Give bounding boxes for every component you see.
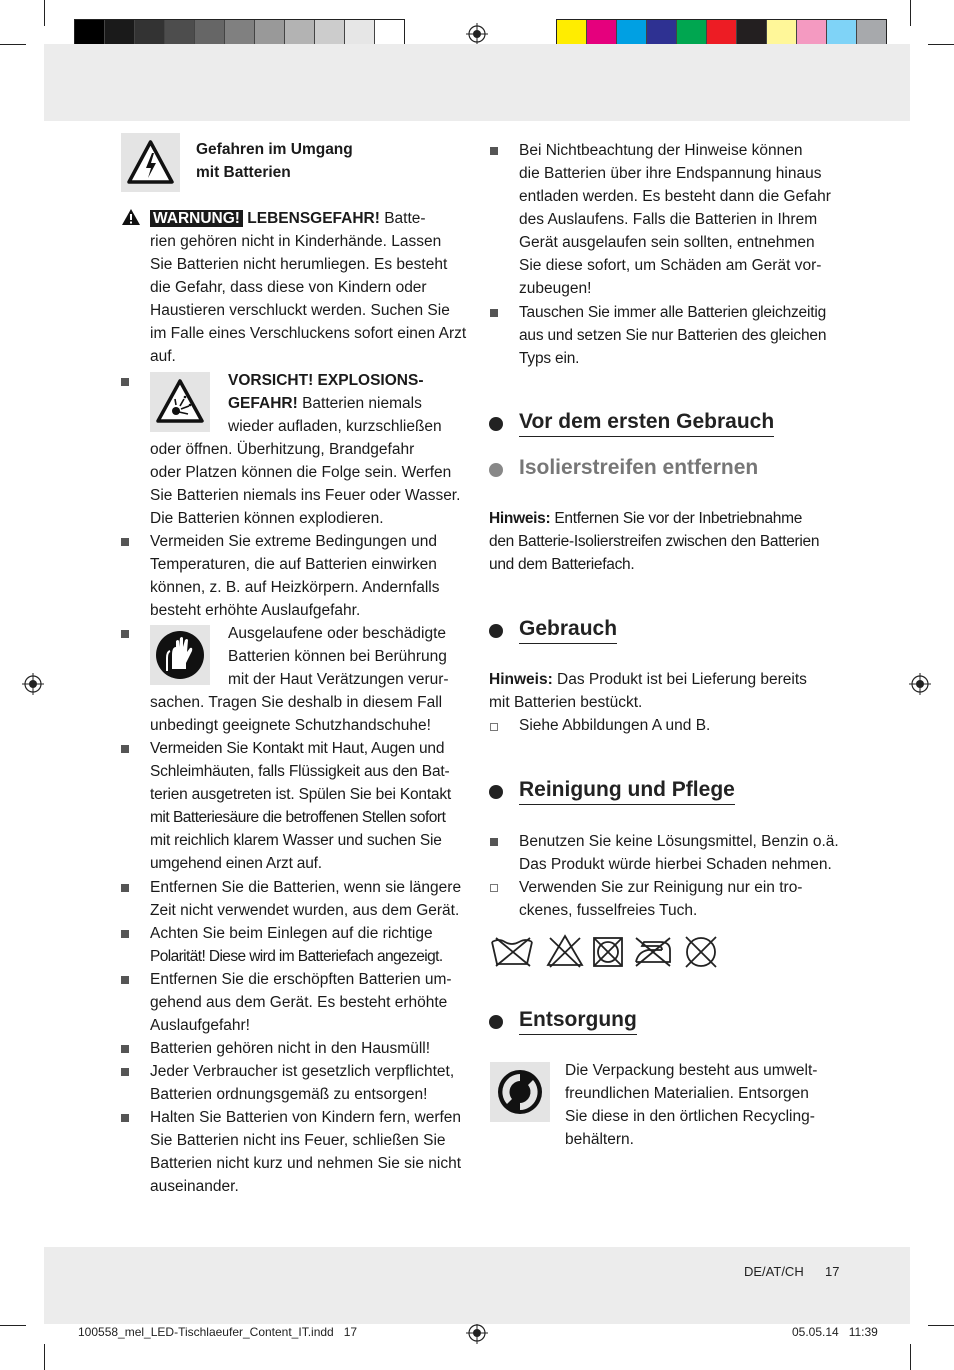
footer-band: [44, 1247, 910, 1324]
no-dry-clean-icon: [682, 935, 720, 969]
no-wash-icon: [490, 936, 534, 968]
page-footer: [744, 1264, 839, 1279]
bullet-marker: [490, 309, 498, 317]
crop-mark: [928, 44, 954, 45]
gloves-paragraph-top: Ausgelaufene oder beschädigte Batterien können bei Berührung mit der Haut Verätzungen verur-: [228, 625, 449, 688]
section-title: Gefahren im Umgang mit Batterien: [196, 141, 353, 181]
heading-dot: [489, 417, 503, 431]
explosion-hazard-icon: [150, 372, 210, 432]
gloves-paragraph: sachen. Tragen Sie deshalb in diesem Fall unbedingt geeignete Schutzhandschuhe!: [150, 694, 443, 734]
heading-dot: [489, 785, 503, 799]
bullet-marker: [121, 1068, 129, 1076]
bullet-marker: [121, 976, 129, 984]
explosion-paragraph-top: VORSICHT! EXPLOSIONS- GEFAHR! Batterien niemals wieder aufladen, kurzschließen: [228, 372, 442, 435]
explosion-paragraph: oder öffnen. Überhitzung, Brandgefahr oder Platzen können die Folge sein. Werfen Sie Batterien niemals ins Feuer oder Wasser. Die Batterien können explodieren.: [150, 441, 461, 527]
use-step: Siehe Abbildungen A und B.: [519, 717, 711, 734]
registration-mark-icon: [22, 673, 44, 695]
list-item: Vermeiden Sie Kontakt mit Haut, Augen und Schleimhäuten, falls Flüssigkeit aus den Bat- terien ausgetreten ist. Spülen Sie bei Kontakt mit Batteriesäure die betroffenen Stellen sofort mit reichlich klarem Wasser und suchen Sie umgehend einen Arzt auf.: [150, 740, 451, 872]
list-item: Vermeiden Sie extreme Bedingungen und Temperaturen, die auf Batterien einwirken können, z. B. auf Heizkörpern. Andernfalls besteht erhöhte Auslaufgefahr.: [150, 533, 440, 619]
bullet-marker: [121, 378, 129, 386]
registration-mark-icon: [909, 673, 931, 695]
list-item: Achten Sie beim Einlegen auf die richtige Polarität! Diese wird im Batteriefach angezeigt.: [150, 925, 443, 965]
list-item: Entfernen Sie die Batterien, wenn sie längere Zeit nicht verwendet wurden, aus dem Gerät.: [150, 879, 462, 919]
heading-dot: [489, 1015, 503, 1029]
no-bleach-icon: [546, 934, 584, 968]
page-number: 17: [824, 1264, 840, 1279]
warning-badge: WARNUNG!: [150, 210, 243, 227]
registration-mark-icon: [466, 23, 488, 45]
warning-paragraph: WARNUNG! LEBENSGEFAHR! Batte- rien gehören nicht in Kinderhände. Lassen Sie Batterien nicht herumliegen. Es besteht die Gefahr, dass diese von Kindern oder Haustieren verschluckt werden. Suchen Sie im Falle eines Verschluckens sofort einen Arzt auf.: [150, 210, 467, 365]
disposal-paragraph: Die Verpackung besteht aus umwelt- freundlichen Materialien. Entsorgen Sie diese in den örtlichen Recycling- behältern.: [565, 1062, 818, 1148]
bullet-marker: [121, 630, 129, 638]
crop-mark: [44, 0, 45, 26]
locale-label: DE/AT/CH: [744, 1264, 804, 1279]
recycling-icon: [490, 1062, 550, 1122]
crop-mark: [928, 1325, 954, 1326]
step-marker: [490, 884, 498, 892]
list-item: Batterien gehören nicht in den Hausmüll!: [150, 1040, 431, 1057]
print-slug-datetime: 05.05.14 11:39: [792, 1325, 878, 1339]
heading-dot: [489, 624, 503, 638]
isolation-note: Hinweis: Entfernen Sie vor der Inbetriebnahme den Batterie-Isolierstreifen zwischen den Batterien und dem Batteriefach.: [489, 510, 820, 573]
list-item: Jeder Verbraucher ist gesetzlich verpflichtet, Batterien ordnungsgemäß zu entsorgen!: [150, 1063, 455, 1103]
bullet-marker: [490, 838, 498, 846]
crop-mark: [0, 1325, 26, 1326]
crop-mark: [0, 44, 26, 45]
protective-gloves-icon: [150, 625, 210, 685]
cleaning-step: Verwenden Sie zur Reinigung nur ein tro- ckenes, fusselfreies Tuch.: [519, 879, 803, 919]
crop-mark: [44, 1344, 45, 1370]
list-item: Halten Sie Batterien von Kindern fern, werfen Sie Batterien nicht ins Feuer, schließen Sie Batterien nicht kurz und nehmen Sie sie nicht auseinander.: [150, 1109, 462, 1195]
warning-triangle-icon: [121, 208, 141, 226]
electric-hazard-icon: [121, 133, 180, 192]
heading-first-use: Vor dem ersten Gebrauch: [519, 410, 774, 437]
heading-isolation: Isolierstreifen entfernen: [519, 456, 759, 479]
no-iron-icon: [632, 936, 674, 968]
crop-mark: [910, 0, 911, 26]
list-item: Tauschen Sie immer alle Batterien gleichzeitig aus und setzen Sie nur Batterien des gleichen Typs ein.: [519, 304, 827, 367]
no-tumble-dry-icon: [592, 936, 624, 968]
registration-mark-icon: [466, 1322, 488, 1344]
step-marker: [490, 723, 498, 731]
bullet-marker: [490, 147, 498, 155]
list-item: Benutzen Sie keine Lösungsmittel, Benzin o.ä. Das Produkt würde hierbei Schaden nehmen.: [519, 833, 839, 873]
print-slug-filename: 100558_mel_LED-Tischlaeufer_Content_IT.indd 17: [78, 1325, 358, 1339]
bullet-marker: [121, 538, 129, 546]
bullet-marker: [121, 1045, 129, 1053]
heading-disposal: Entsorgung: [519, 1008, 637, 1035]
list-item: Bei Nichtbeachtung der Hinweise können die Batterien über ihre Endspannung hinaus entladen werden. Es besteht dann die Gefahr des Auslaufens. Falls die Batterien in Ihrem Gerät ausgelaufen sein sollten, entnehmen Sie diese sofort, um Schäden am Gerät vor- zubeugen!: [519, 142, 831, 297]
heading-cleaning: Reinigung und Pflege: [519, 778, 735, 805]
header-band: [44, 44, 910, 121]
bullet-marker: [121, 930, 129, 938]
bullet-marker: [121, 745, 129, 753]
crop-mark: [910, 1344, 911, 1370]
use-note: Hinweis: Das Produkt ist bei Lieferung bereits mit Batterien bestückt.: [489, 671, 807, 711]
bullet-marker: [121, 884, 129, 892]
bullet-marker: [121, 1114, 129, 1122]
heading-use: Gebrauch: [519, 617, 617, 644]
list-item: Entfernen Sie die erschöpften Batterien um- gehend aus dem Gerät. Es besteht erhöhte Auslaufgefahr!: [150, 971, 452, 1034]
subheading-dot: [489, 463, 503, 477]
